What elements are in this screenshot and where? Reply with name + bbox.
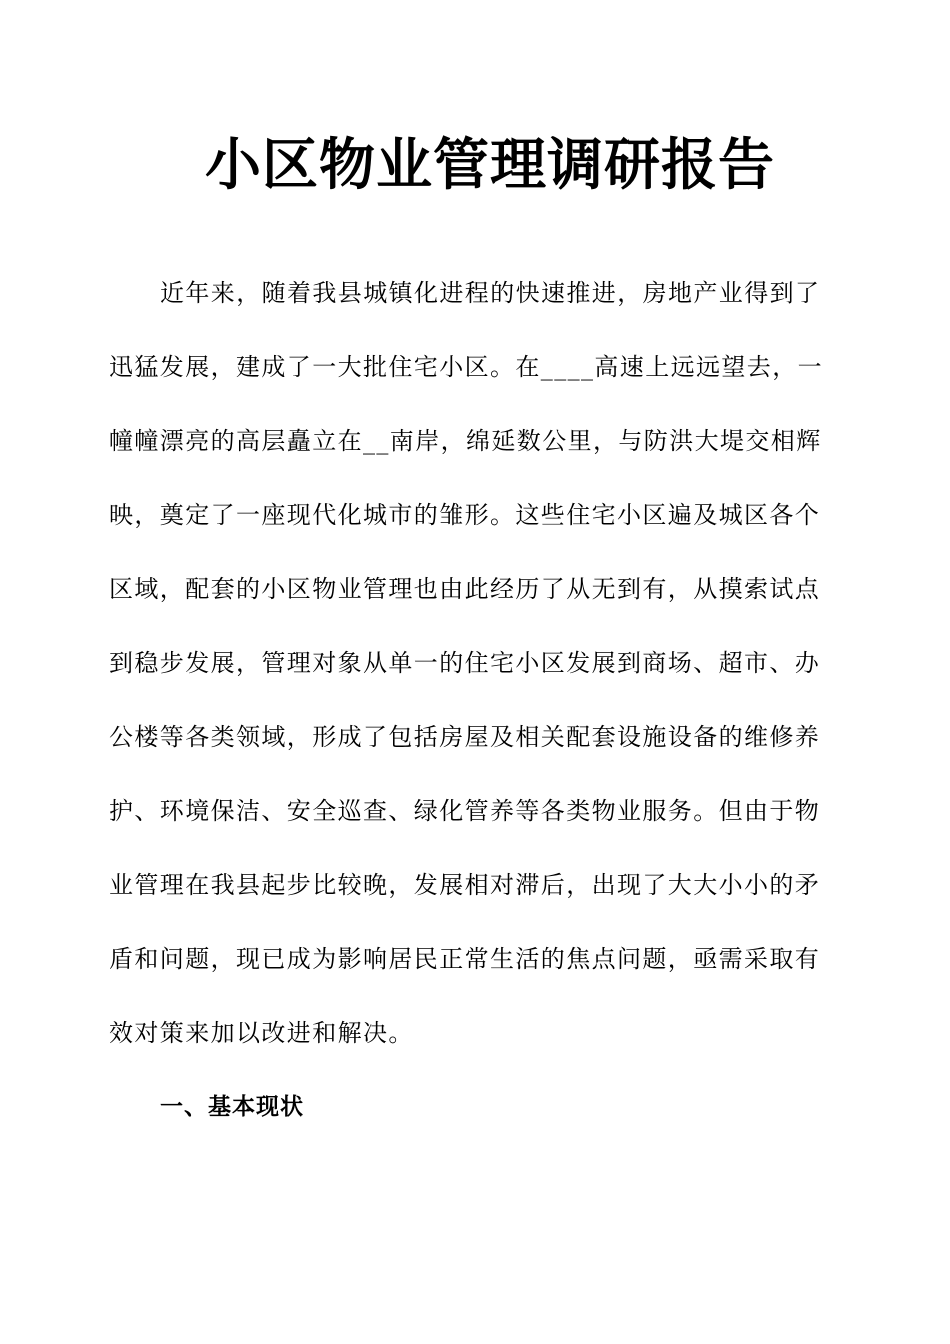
paragraph-line: 幢幢漂亮的高层矗立在__南岸，绵延数公里，与防洪大堤交相辉 xyxy=(109,427,822,455)
paragraph-line: 盾和问题，现已成为影响居民正常生活的焦点问题，亟需采取有 xyxy=(109,945,821,973)
intro-paragraph xyxy=(109,272,829,1160)
paragraph-line: 近年来，随着我县城镇化进程的快速推进，房地产业得到了 xyxy=(160,279,821,307)
paragraph-line: 业管理在我县起步比较晚，发展相对滞后，出现了大大小小的矛 xyxy=(109,871,821,899)
document-title: 小区物业管理调研报告 xyxy=(205,133,775,198)
paragraph-line: 迅猛发展，建成了一大批住宅小区。在____高速上远远望去，一 xyxy=(109,353,823,381)
paragraph-line: 区域，配套的小区物业管理也由此经历了从无到有，从摸索试点 xyxy=(109,575,821,603)
paragraph-line: 映，奠定了一座现代化城市的雏形。这些住宅小区遍及城区各个 xyxy=(109,501,821,529)
paragraph-line: 护、环境保洁、安全巡查、绿化管养等各类物业服务。但由于物 xyxy=(109,797,821,825)
paragraph-line: 到稳步发展，管理对象从单一的住宅小区发展到商场、超市、办 xyxy=(109,649,821,677)
paragraph-line: 公楼等各类领域，形成了包括房屋及相关配套设施设备的维修养 xyxy=(109,723,821,751)
section-heading: 一、基本现状 xyxy=(160,1094,304,1120)
paragraph-line: 效对策来加以改进和解决。 xyxy=(109,1019,414,1047)
